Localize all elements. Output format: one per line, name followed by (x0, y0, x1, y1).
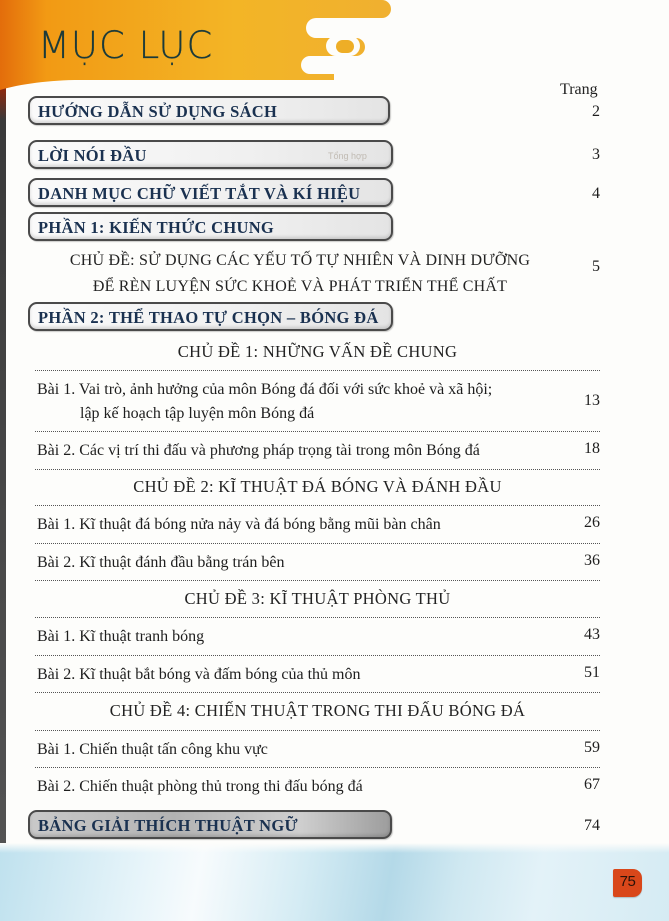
dotted-divider (35, 617, 600, 618)
page-binding-edge (0, 0, 6, 921)
page-number: 75 (619, 873, 636, 890)
part1-topic-title[interactable] (60, 248, 540, 300)
toc-page-number: 67 (584, 776, 600, 793)
topic-title-line: CHỦ ĐỀ: SỬ DỤNG CÁC YẾU TỐ TỰ NHIÊN VÀ DINH DƯỠNG (69, 252, 531, 269)
dotted-divider (35, 505, 600, 506)
dotted-divider (35, 655, 600, 656)
dotted-divider (35, 767, 600, 768)
toc-entry-guide[interactable] (28, 96, 390, 125)
lesson-entry[interactable] (37, 439, 537, 463)
lesson-entry[interactable] (37, 513, 537, 537)
dotted-divider (35, 730, 600, 731)
dotted-divider (35, 370, 600, 371)
lesson-title: Bài 2. Kĩ thuật bắt bóng và đấm bóng của thủ môn (37, 666, 361, 683)
toc-page-number: 59 (584, 739, 600, 756)
lesson-title-continued: lập kế hoạch tập luyện môn Bóng đá (80, 405, 315, 422)
toc-entry-label: PHẦN 2: THỂ THAO TỰ CHỌN – BÓNG ĐÁ (38, 308, 379, 327)
bleed-through-text: Tổng hợp (328, 151, 367, 161)
lesson-entry[interactable] (37, 738, 537, 762)
toc-part-2[interactable] (28, 302, 393, 331)
page-title: MỤC LỤC (38, 24, 214, 67)
toc-entry-label: HƯỚNG DẪN SỬ DỤNG SÁCH (38, 102, 278, 121)
topic-heading-2[interactable]: CHỦ ĐỀ 2: KĨ THUẬT ĐÁ BÓNG VÀ ĐÁNH ĐẦU (133, 477, 502, 496)
toc-page-number: 5 (592, 258, 600, 275)
footer-watercolor (0, 843, 669, 921)
toc-page-number: 51 (584, 664, 600, 681)
topic-title-line: ĐỂ RÈN LUYỆN SỨC KHOẺ VÀ PHÁT TRIỂN THỂ CHẤT (92, 278, 508, 295)
dotted-divider (35, 692, 600, 693)
toc-entry-preface[interactable] (28, 140, 393, 169)
dotted-divider (35, 543, 600, 544)
lesson-entry[interactable] (37, 775, 537, 799)
lesson-title: Bài 1. Chiến thuật tấn công khu vực (37, 741, 268, 758)
topic-heading-1[interactable]: CHỦ ĐỀ 1: NHỮNG VẤN ĐỀ CHUNG (177, 342, 458, 361)
toc-page-number: 13 (584, 392, 600, 409)
toc-page-number: 43 (584, 626, 600, 643)
toc-entry-label: LỜI NÓI ĐẦU (38, 146, 147, 165)
topic-heading-3[interactable]: CHỦ ĐỀ 3: KĨ THUẬT PHÒNG THỦ (184, 589, 451, 608)
toc-page-number: 2 (592, 103, 600, 120)
toc-page-number: 18 (584, 440, 600, 457)
lesson-entry[interactable] (37, 625, 537, 649)
dotted-divider (35, 469, 600, 470)
toc-page-number: 74 (584, 817, 600, 834)
toc-entry-glossary[interactable] (28, 810, 392, 839)
toc-page-number: 4 (592, 185, 600, 202)
toc-page-number: 36 (584, 552, 600, 569)
toc-page-number: 26 (584, 514, 600, 531)
page-column-header: Trang (560, 81, 598, 98)
dotted-divider (35, 580, 600, 581)
lesson-title: Bài 2. Chiến thuật phòng thủ trong thi đấu bóng đá (37, 778, 363, 795)
toc-entry-label: PHẦN 1: KIẾN THỨC CHUNG (38, 218, 275, 237)
lesson-title: Bài 2. Kĩ thuật đánh đầu bằng trán bên (37, 554, 285, 571)
lesson-entry[interactable] (37, 551, 537, 575)
toc-page-number: 3 (592, 146, 600, 163)
dotted-divider (35, 431, 600, 432)
toc-part-1[interactable] (28, 212, 393, 241)
lesson-title: Bài 1. Kĩ thuật tranh bóng (37, 628, 205, 645)
lesson-title: Bài 1. Kĩ thuật đá bóng nửa nảy và đá bóng bằng mũi bàn chân (37, 516, 441, 533)
lesson-title: Bài 1. Vai trò, ảnh hưởng của môn Bóng đá đối với sức khoẻ và xã hội; (37, 381, 493, 398)
toc-entry-abbreviations[interactable] (28, 178, 393, 207)
topic-heading-4[interactable]: CHỦ ĐỀ 4: CHIẾN THUẬT TRONG THI ĐẤU BÓNG ĐÁ (109, 701, 526, 720)
page-number-badge (613, 869, 642, 897)
toc-entry-label: DANH MỤC CHỮ VIẾT TẮT VÀ KÍ HIỆU (38, 184, 361, 203)
toc-entry-label: BẢNG GIẢI THÍCH THUẬT NGỮ (38, 816, 298, 835)
lesson-entry[interactable] (37, 378, 537, 426)
lesson-entry[interactable] (37, 663, 537, 687)
header-banner (0, 0, 669, 90)
lesson-title: Bài 2. Các vị trí thi đấu và phương pháp trọng tài trong môn Bóng đá (37, 442, 480, 459)
